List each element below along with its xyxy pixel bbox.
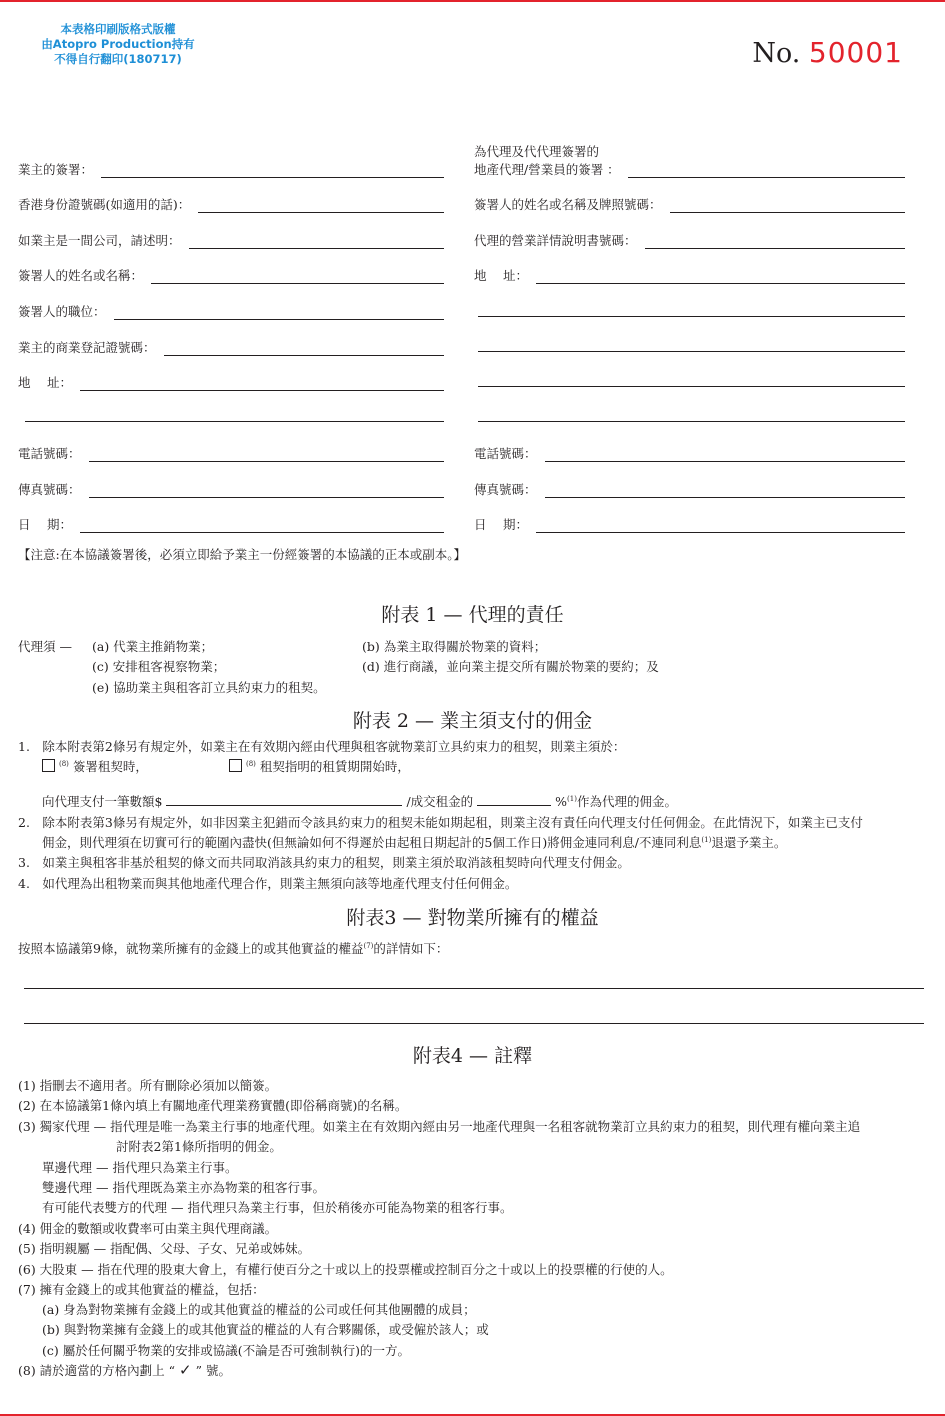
note-7b: (b) 與對物業擁有金錢上的或其他實益的權益的人有合夥關係，或受僱於該人；或 (42, 1322, 489, 1337)
footnote-ref: (1) (567, 794, 577, 803)
pay-text: 向代理支付一筆數額$ (42, 794, 163, 809)
note-3: (3) 獨家代理 — 指代理是唯一為業主行事的地產代理。如業主在有效期內經由另一地產代理與一名租客就物業訂立具約束力的租契，則代理有權向業主追 (18, 1119, 861, 1134)
note-2: (2) 在本協議第1條內填上有關地產代理業務實體(即俗稱商號)的名稱。 (18, 1098, 408, 1113)
field-label: 日 期： (18, 517, 72, 532)
copyright-line: 本表格印刷版格式版權 (60, 22, 176, 36)
amount-blank[interactable] (166, 793, 402, 806)
commission-option-lease-start[interactable] (229, 757, 410, 775)
field-label: 電話號碼： (18, 446, 81, 461)
schedule2-item-2: 2. 除本附表第3條另有規定外，如非因業主犯錯而令該具約束力的租契未能如期起租，則業主沒有責任向代理支付任何佣金。在此情況下，如業主已支付 (18, 815, 863, 830)
owner-signature-field[interactable] (18, 160, 444, 178)
footnote-ref: (1) (701, 835, 712, 844)
hkid-field[interactable] (18, 195, 444, 213)
copyright-line: 由Atopro Production持有 (41, 37, 195, 51)
note-3-potential-dual: 有可能代表雙方的代理 — 指代理只為業主行事，但於稍後亦可能為物業的租客行事。 (42, 1200, 513, 1215)
business-registration-field[interactable] (18, 338, 444, 356)
schedule2-item-3: 3. 如業主與租客非基於租契的條文而共同取消該具約束力的租契，則業主須於取消該租契時向代理支付佣金。 (18, 855, 630, 870)
schedule4-title: 附表4 — 註釋 (412, 1045, 533, 1067)
schedule2-item-4: 4. 如代理為出租物業而與其他地產代理合作，則業主無須向該等地產代理支付任何佣金。 (18, 876, 518, 891)
top-border (0, 0, 945, 2)
note-3-dual-agency: 雙邊代理 — 指代理既為業主亦為物業的租客行事。 (42, 1180, 325, 1195)
agent-address-field[interactable] (474, 266, 905, 284)
item-text: 退還予業主。 (711, 835, 787, 850)
agent-statement-field[interactable] (474, 231, 905, 249)
field-label: 傳真號碼： (474, 482, 537, 497)
schedule1-item-d: (d) 進行商議，並向業主提交所有關於物業的要約；及 (362, 659, 659, 674)
option-label: 簽署租契時， (72, 759, 148, 774)
schedule1-item-e: (e) 協助業主與租客訂立具約束力的租契。 (92, 680, 326, 695)
signatory-name-field[interactable] (18, 266, 444, 284)
signing-notice: 【注意:在本協議簽署後，必須立即給予業主一份經簽署的本協議的正本或副本。】 (18, 547, 466, 562)
owner-address-field[interactable] (18, 373, 444, 391)
note-5: (5) 指明親屬 — 指配偶、父母、子女、兄弟或姊妹。 (18, 1241, 311, 1256)
note-3-cont: 討附表2第1條所指明的佣金。 (116, 1139, 282, 1154)
serial-number (752, 36, 903, 69)
note-1: (1) 指刪去不適用者。所有刪除必須加以簡簽。 (18, 1078, 278, 1093)
checkmark-icon: ✓ (179, 1361, 192, 1379)
schedule1-title: 附表 1 — 代理的責任 (381, 604, 564, 626)
owner-date-field[interactable] (18, 515, 444, 533)
agent-signature-field[interactable] (474, 160, 905, 178)
schedule3-text (18, 939, 448, 957)
field-label: 電話號碼： (474, 446, 537, 461)
owner-fax-field[interactable] (18, 480, 444, 498)
item-text: 佣金，則代理須在切實可行的範圍內盡快(但無論如何不得遲於由起租日期起計的5個工作日)將佣金連同利息/不連同利息 (42, 835, 702, 850)
pay-text: 作為代理的佣金。 (576, 794, 677, 809)
footnote-ref: (8) (246, 759, 256, 768)
note-4: (4) 佣金的數額或收費率可由業主與代理商議。 (18, 1221, 278, 1236)
agent-address-line-4[interactable] (478, 386, 905, 387)
schedule2-title: 附表 2 — 業主須支付的佣金 (352, 710, 593, 732)
schedule3-text-b: 的詳情如下： (373, 941, 449, 956)
note-6: (6) 大股東 — 指在代理的股東大會上，有權行使百分之十或以上的投票權或控制百分之十或以上的投票權的行使的人。 (18, 1262, 673, 1277)
option-label: 租契指明的租賃期開始時， (259, 759, 410, 774)
field-label: 簽署人的姓名或名稱： (18, 268, 144, 283)
field-label: 地 址： (474, 268, 528, 283)
field-label: 業主的簽署： (18, 162, 94, 177)
footnote-ref: (7) (363, 941, 374, 950)
field-label: 簽署人的職位： (18, 304, 106, 319)
agent-address-line-2[interactable] (478, 316, 905, 317)
note-8-text: (8) 請於適當的方格內劃上 “ (18, 1363, 176, 1378)
agent-date-field[interactable] (474, 515, 905, 533)
owner-address-line-2[interactable] (25, 421, 444, 422)
footnote-ref: (8) (59, 759, 69, 768)
interest-details-line-2[interactable] (24, 1023, 924, 1024)
schedule1-item-b: (b) 為業主取得關於物業的資料； (362, 639, 547, 654)
agent-phone-field[interactable] (474, 444, 905, 462)
schedule2-item-2-cont (42, 833, 786, 851)
note-8 (18, 1361, 231, 1379)
percent-blank[interactable] (477, 793, 551, 806)
field-label: 傳真號碼： (18, 482, 81, 497)
schedule3-title: 附表3 — 對物業所擁有的權益 (346, 907, 599, 929)
schedule3-text-a: 按照本協議第9條，就物業所擁有的金錢上的或其他實益的權益 (18, 941, 364, 956)
agent-address-line-5[interactable] (478, 421, 905, 422)
checkbox[interactable] (229, 759, 242, 772)
note-7c: (c) 屬於任何關乎物業的安排或協議(不論是否可強制執行)的一方。 (42, 1343, 410, 1358)
pay-text: % (555, 794, 568, 809)
interest-details-line-1[interactable] (24, 988, 924, 989)
owner-phone-field[interactable] (18, 444, 444, 462)
note-8-text: ” 號。 (195, 1363, 231, 1378)
note-7: (7) 擁有金錢上的或其他實益的權益，包括： (18, 1282, 265, 1297)
pay-text: /成交租金的 (406, 794, 474, 809)
field-label: 日 期： (474, 517, 528, 532)
copyright-notice (33, 22, 203, 67)
agent-fax-field[interactable] (474, 480, 905, 498)
agent-licence-field[interactable] (474, 195, 905, 213)
commission-option-signing[interactable] (42, 757, 148, 775)
agent-address-line-3[interactable] (478, 351, 905, 352)
schedule2-item-1: 1. 除本附表第2條另有規定外，如業主在有效期內經由代理與租客就物業訂立具約束力的租契，則業主須於： (18, 739, 626, 754)
field-label: 簽署人的姓名或名稱及牌照號碼： (474, 197, 662, 212)
copyright-line: 不得自行翻印(180717) (54, 52, 182, 66)
field-label: 地 址： (18, 375, 72, 390)
agent-signature-label-line1: 為代理及代代理簽署的 (474, 144, 600, 159)
company-field[interactable] (18, 231, 444, 249)
note-3-single-agency: 單邊代理 — 指代理只為業主行事。 (42, 1160, 238, 1175)
serial-prefix: No. (752, 38, 801, 69)
field-label: 香港身份證號碼(如適用的話)： (18, 197, 191, 212)
checkbox[interactable] (42, 759, 55, 772)
schedule1-item-a: (a) 代業主推銷物業； (92, 639, 214, 654)
field-label: 代理的營業詳情說明書號碼： (474, 233, 637, 248)
serial-value: 50001 (808, 36, 903, 69)
schedule1-item-c: (c) 安排租客視察物業； (92, 659, 226, 674)
note-7a: (a) 身為對物業擁有金錢上的或其他實益的權益的公司或任何其他團體的成員； (42, 1302, 476, 1317)
field-label: 地產代理/營業員的簽署 ： (474, 162, 620, 177)
field-label: 業主的商業登記證號碼： (18, 340, 156, 355)
commission-amount-line (42, 792, 677, 810)
signatory-position-field[interactable] (18, 302, 444, 320)
field-label: 如業主是一間公司，請述明： (18, 233, 181, 248)
schedule1-lead: 代理須 — (18, 639, 72, 654)
